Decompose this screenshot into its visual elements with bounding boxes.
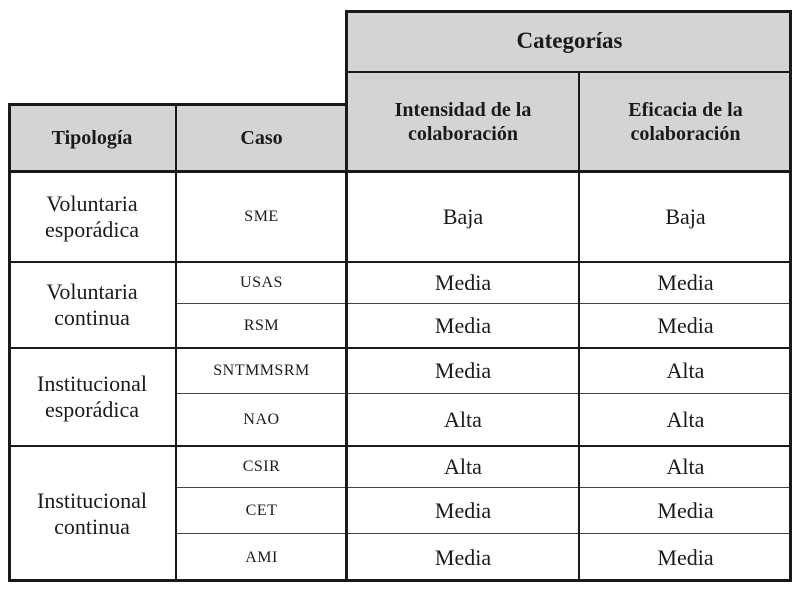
caso-cell: SNTMMSRM <box>213 362 310 379</box>
group-line2: esporádica <box>44 217 140 242</box>
border-left <box>8 103 11 582</box>
group-line2: esporádica <box>44 397 140 422</box>
eficacia-cell: Media <box>657 545 714 570</box>
caso-cell: AMI <box>245 549 278 566</box>
group-cell <box>8 446 176 582</box>
divider-categorias <box>346 71 792 73</box>
caso-cell: USAS <box>240 274 283 291</box>
intensidad-cell: Media <box>434 313 492 338</box>
divider-col <box>345 10 348 582</box>
header-tipologia <box>8 104 176 172</box>
eficacia-cell: Alta <box>666 407 705 432</box>
border-top-left <box>8 103 348 106</box>
header-caso <box>176 104 347 172</box>
divider-header <box>8 170 792 173</box>
eficacia-cell: Alta <box>666 358 705 383</box>
caso-cell: CSIR <box>242 458 281 475</box>
header-eficacia <box>579 72 792 172</box>
intensidad-cell: Alta <box>444 454 482 479</box>
group-line2: continua <box>54 305 130 330</box>
header-categorias-label: Categorías <box>516 28 623 53</box>
intensidad-cell: Media <box>434 358 492 383</box>
group-line1: Institucional <box>37 371 147 396</box>
divider-col <box>578 71 580 582</box>
eficacia-cell: Alta <box>666 454 705 479</box>
eficacia-cell: Media <box>657 498 714 523</box>
header-intensidad <box>347 72 579 172</box>
header-caso-label: Caso <box>240 127 283 149</box>
border-right <box>789 10 792 582</box>
caso-cell: RSM <box>243 317 280 334</box>
group-cell <box>8 348 176 446</box>
collaboration-table <box>8 10 792 582</box>
border-bottom <box>8 579 792 582</box>
intensidad-cell: Media <box>434 270 492 295</box>
eficacia-cell: Media <box>657 313 714 338</box>
divider-row <box>8 445 792 447</box>
header-categorias <box>347 10 792 72</box>
intensidad-cell: Alta <box>444 407 482 432</box>
intensidad-cell: Baja <box>442 204 484 229</box>
intensidad-cell: Media <box>434 498 492 523</box>
intensidad-cell: Media <box>434 545 492 570</box>
divider-row <box>176 393 792 394</box>
group-line1: Voluntaria <box>46 191 138 216</box>
caso-cell: CET <box>245 502 278 519</box>
border-top-categorias <box>346 10 792 13</box>
divider-row <box>176 303 792 304</box>
header-eficacia-line2: colaboración <box>630 123 741 145</box>
caso-cell: NAO <box>243 411 280 428</box>
eficacia-cell: Baja <box>665 204 706 229</box>
group-cell <box>8 172 176 262</box>
header-tipologia-label: Tipología <box>51 127 133 149</box>
divider-row <box>176 533 792 534</box>
divider-col <box>175 103 177 582</box>
group-line1: Institucional <box>37 488 147 513</box>
header-intensidad-line2: colaboración <box>408 123 518 145</box>
group-cell <box>8 262 176 348</box>
group-line1: Voluntaria <box>46 279 138 304</box>
eficacia-cell: Media <box>657 270 714 295</box>
caso-cell: SME <box>244 208 279 225</box>
divider-row <box>8 347 792 349</box>
group-line2: continua <box>54 514 130 539</box>
header-intensidad-line1: Intensidad de la <box>394 99 532 121</box>
header-eficacia-line1: Eficacia de la <box>628 99 743 121</box>
divider-row <box>8 261 792 263</box>
divider-row <box>176 487 792 488</box>
